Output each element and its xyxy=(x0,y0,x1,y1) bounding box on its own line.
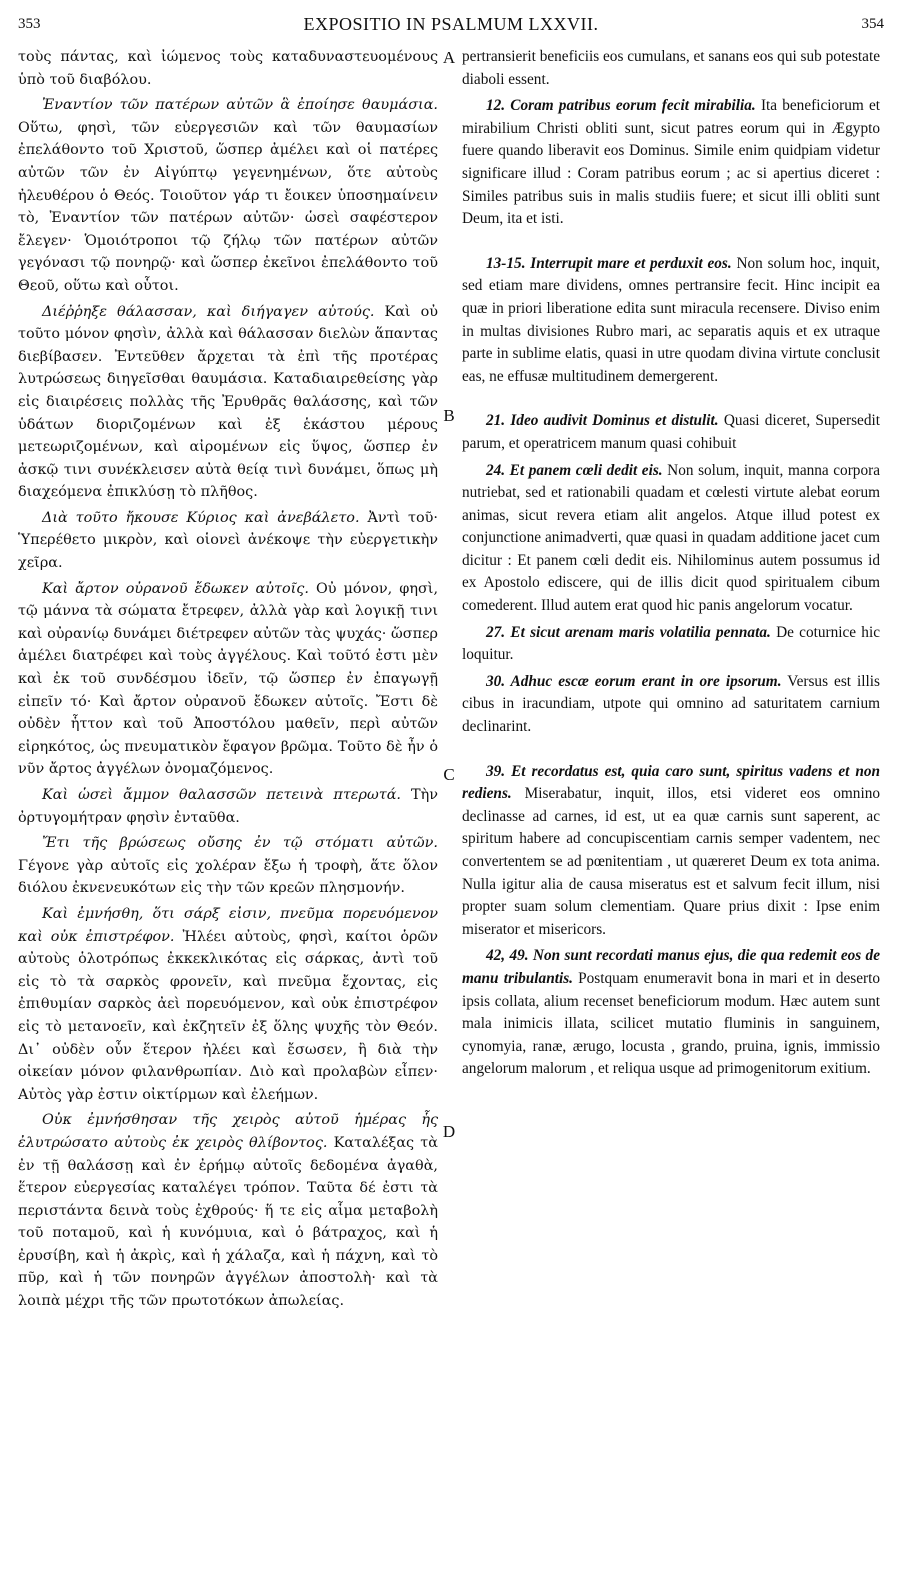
latin-paragraph: 39. Et recordatus est, quia caro sunt, spiritus vadens et non rediens. Miserabatur, inquit, illos, etsi videret eos omnino declinasse ad carnes, id est, ut ea quæ carnis sunt saperent, ac spiritum habere ad concupiscentiam carnis semper vadentem, nec convertentem se ad pœnitentiam , ut quæreret Deum ex tota anima. Nulla igitur alia de causa miseratus est et salvum fecit illum, nisi propter suam solum clementiam. Quare prius dixit : Ipse enim miserator et misericors. xyxy=(462,762,880,938)
latin-paragraph: 24. Et panem cœli dedit eis. Non solum, inquit, manna corpora nutriebat, sed et rationabili quadam et cœlesti virtute alebat eorum animas, sicut revera etiam alit angelos. Atque illud potest ex conjunctione animadverti, quæ quasi in quadam additione jacet cum dicitur : Et panem cœli dedit eis. Nihilominus autem possumus id ex Apostolo ediscere, qui de illis dicit quod spiritualem cibum comederent. Illud autem erat quod hic panis angelorum vocatur. xyxy=(462,461,880,615)
greek-paragraph: Καὶ ἄρτον οὐρανοῦ ἔδωκεν αὐτοῖς. Οὐ μόνον, φησὶ, τῷ μάννα τὰ σώματα ἔτρεφεν, ἀλλὰ γὰρ καὶ λογικῇ τινι καὶ οὐρανίῳ δυνάμει διέτρεφεν αὐτῶν τὰς ψυχάς· ὥσπερ ἀμέλει διατρέφει καὶ τοὺς ἀγγέλους. Καὶ τοῦτό ἐστι μὲν καὶ ἐκ τοῦ συνδέσμου ἰδεῖν, τῷ ὥσπερ ἐν ἐπαγωγῇ εἰπεῖν τό· Καὶ ἄρτον οὐρανοῦ ἔδωκεν αὐτοῖς. Ἔστι δὲ οὐδὲν ἧττον καὶ τοῦ Ἀποστόλου μαθεῖν, περὶ αὐτῶν εἰρηκότος, ὡς πνευματικὸν ἔφαγον βρῶμα. Τοῦτο δὲ ἦν ὁ νῦν ἄρτος ἀγγέλων ὀνομαζόμενος. xyxy=(18,580,439,778)
latin-paragraph: 30. Adhuc escæ eorum erant in ore ipsorum. Versus est illis cibus in iracundiam, utpote qui omnino ad saturitatem carnium declinarint. xyxy=(462,672,880,736)
lemma: 12. Coram patribus eorum fecit mirabilia. xyxy=(486,97,756,115)
greek-paragraph: τοὺς πάντας, καὶ ἰώμενος τοὺς καταδυναστευομένους ὑπὸ τοῦ διαβόλου. xyxy=(18,49,438,88)
margin-marker-c: C xyxy=(443,765,455,784)
lemma: Διὰ τοῦτο ἤκουσε Κύριος καὶ ἀνεβάλετο. xyxy=(42,509,360,526)
lemma: Ἐναντίον τῶν πατέρων αὐτῶν ἃ ἐποίησε θαυμάσια. xyxy=(42,97,438,114)
page-number-right: 354 xyxy=(861,16,884,32)
lemma: 27. Et sicut arenam maris volatilia pennata. xyxy=(486,623,771,641)
page-number-left: 353 xyxy=(18,16,41,32)
margin-marker-b: B xyxy=(443,406,455,425)
greek-paragraph: Διέῤῥηξε θάλασσαν, καὶ διήγαγεν αὐτούς. Καὶ οὐ τοῦτο μόνον φησὶν, ἀλλὰ καὶ θάλασσαν διελὼν ἅπαντας διεβίβασεν. Ἐντεῦθεν ἄρχεται τὰ ἐπὶ τῆς προτέρας λυτρώσεως διηγεῖσθαι θαυμάσια. Καταδιαιρεθείσης γὰρ εἰς διαιρέσεις πολλὰς τῆς Ἐρυθρᾶς θαλάσσης, καὶ τῶν ὑδάτων διοριζομένων καὶ ἐξ ἑκάστου μέρους μετεωριζομένων, καὶ αἰρομένων εἰς ὕψος, ὥσπερ ἐν ἀσκῷ τινι συνέκλεισεν αὐτὰ θείᾳ τινὶ δυνάμει, ὅπως μὴ διαχεόμενα ἐπικλύσῃ τὸ πλῆθος. xyxy=(18,303,438,501)
lemma: Οὐκ ἐμνήσθησαν τῆς χειρὸς αὐτοῦ ἡμέρας ἧς ἐλυτρώσατο αὐτοὺς ἐκ χειρὸς θλίβοντος. xyxy=(18,1112,438,1151)
lemma: Διέῤῥηξε θάλασσαν, καὶ διήγαγεν αὐτούς. xyxy=(42,303,375,320)
lemma: Καὶ ἄρτον οὐρανοῦ ἔδωκεν αὐτοῖς. xyxy=(42,580,309,597)
lemma: 30. Adhuc escæ eorum erant in ore ipsorum. xyxy=(486,672,782,690)
greek-paragraph: Διὰ τοῦτο ἤκουσε Κύριος καὶ ἀνεβάλετο. Ἀντὶ τοῦ· Ὑπερέθετο μικρὸν, καὶ οἱονεὶ ἀνέκοψε τὴν εὐεργετικὴν χεῖρα. xyxy=(18,509,439,572)
greek-paragraph: Καὶ ἐμνήσθη, ὅτι σάρξ εἰσιν, πνεῦμα πορευόμενον καὶ οὐκ ἐπιστρέφον. Ἠλέει αὐτοὺς, φησὶ, καίτοι ὁρῶν αὐτοὺς ὁλοτρόπως ἐκκεκλικότας εἰς σάρκας, ἀντὶ τοῦ εἰς τὸ τὰ σαρκὸς φρονεῖν, καὶ πνεῦμα ἔχοντας, εἰς ἐπιθυμίαν σαρκὸς ἀεὶ πορευόμενον, καὶ οὐκ ἐπιστρέφον εἰς τὸ μετανοεῖν, καὶ ἐκζητεῖν ἐξ ὅλης ψυχῆς τὸν Θεόν. Δι᾽ οὐδὲν οὖν ἕτερον ἠλέει καὶ ἔσωσεν, ἢ διὰ τὴν οἰκείαν μόνον φιλανθρωπίαν. Διὸ καὶ προλαβὼν εἶπεν· Αὐτὸς γὰρ ἐστιν οἰκτίρμων καὶ ἐλεήμων. xyxy=(18,905,438,1103)
margin-marker-a: A xyxy=(442,48,456,67)
lemma: 21. Ideo audivit Dominus et distulit. xyxy=(486,412,719,430)
lemma: 39. Et recordatus est, quia caro sunt, spiritus vadens et non rediens. xyxy=(462,762,880,803)
latin-paragraph: 27. Et sicut arenam maris volatilia pennata. De coturnice hic loquitur. xyxy=(462,623,880,664)
latin-column xyxy=(462,46,880,1085)
greek-paragraph: Καὶ ὡσεὶ ἄμμον θαλασσῶν πετεινὰ πτερωτά. Τὴν ὀρτυγομήτραν φησὶν ἐνταῦθα. xyxy=(18,787,438,826)
lemma: Καὶ ὡσεὶ ἄμμον θαλασσῶν πετεινὰ πτερωτά. xyxy=(42,787,401,803)
lemma: 24. Et panem cœli dedit eis. xyxy=(486,461,663,479)
page-header xyxy=(18,8,884,38)
latin-paragraph: 12. Coram patribus eorum fecit mirabilia. Ita beneficiorum et mirabilium Christi obliti sunt, sicut patres eorum qui in Ægypto fuere quando liberavit eos Dominus. Simile enim quidpiam videtur significare illud : Coram patribus eorum ; ac si apertius diceret : Similes patribus suis in malis studiis fuere; et sicut illi obliti sunt Deum, ita et isti. xyxy=(462,97,880,228)
greek-paragraph: Ἔτι τῆς βρώσεως οὔσης ἐν τῷ στόματι αὐτῶν. Γέγονε γὰρ αὐτοῖς εἰς χολέραν ἔξω ἡ τροφὴ, ἅτε ὅλον διόλου ἐκνενευκότων εἰς τὴν τῶν κρεῶν πλησμονήν. xyxy=(18,835,438,897)
running-title: EXPOSITIO IN PSALMUM LXXVII. xyxy=(303,14,599,34)
margin-marker-d: D xyxy=(442,1122,456,1141)
latin-paragraph: 13-15. Interrupit mare et perduxit eos. Non solum hoc, inquit, sed etiam mare dividens, omnes pertransire fecit. Hinc incipit ea quæ in priori liberatione edita sunt miracula recensere. Diviso enim in multas divisiones Rubro mari, ac separatis aquis et ex utraque parte in sublime elatis, quasi in utre quodam divina virtute conclusit eas, ne effusæ multitudinem demergerent. xyxy=(462,254,880,385)
lemma: 13-15. Interrupit mare et perduxit eos. xyxy=(486,254,732,272)
lemma: Ἔτι τῆς βρώσεως οὔσης ἐν τῷ στόματι αὐτῶν. xyxy=(42,835,438,852)
latin-paragraph: pertransierit beneficiis eos cumulans, et sanans eos qui sub potestate diaboli essent. xyxy=(462,48,880,88)
latin-paragraph: 21. Ideo audivit Dominus et distulit. Quasi diceret, Supersedit parum, et operatricem manum quasi cohibuit xyxy=(462,412,880,452)
greek-paragraph: Οὐκ ἐμνήσθησαν τῆς χειρὸς αὐτοῦ ἡμέρας ἧς ἐλυτρώσατο αὐτοὺς ἐκ χειρὸς θλίβοντος. Καταλέξας τὰ ἐν τῇ θαλάσσῃ καὶ ἐν ἐρήμῳ αὐτοῖς δεδομένα ἀγαθὰ, ἕτερον εὐεργεσίας καταλέγει τρόπον. Ταῦτα δέ ἐστι τὰ περιστάντα δεινὰ τοὺς ἐχθρούς· ἥ τε εἰς αἷμα μεταβολὴ τοῦ ποταμοῦ, καὶ ἡ κυνόμυια, καὶ ὁ βάτραχος, καὶ ἡ ἐρυσίβη, καὶ ἡ ἀκρὶς, καὶ ἡ χάλαζα, καὶ ἡ πάχνη, καὶ τὸ πῦρ, καὶ ἡ τῶν πονηρῶν ἀγγέλων ἀποστολὴ· καὶ τὰ λοιπὰ μέχρι τῆς τῶν πρωτοτόκων ἀπωλείας. xyxy=(18,1112,438,1310)
latin-paragraph: 42, 49. Non sunt recordati manus ejus, die qua redemit eos de manu tribulantis. Postquam enumeravit bona in mari et in deserto ipsis collata, alium recenset beneficiorum modum. Hæc autem sunt mala inimicis illata, scilicet mutatio fluminis in sanguinem, cynomyia, ranæ, ærugo, locusta , grando, pruina, ignis, immissio angelorum malorum , et reliqua usque ad primogenitorum exitium. xyxy=(462,947,880,1078)
lemma: 42, 49. Non sunt recordati manus ejus, die qua redemit eos de manu tribulantis. xyxy=(462,947,880,987)
greek-column xyxy=(18,46,438,1316)
greek-paragraph: Ἐναντίον τῶν πατέρων αὐτῶν ἃ ἐποίησε θαυμάσια. Οὕτω, φησὶ, τῶν εὐεργεσιῶν καὶ τῶν θαυμασίων ἐπελάθοντο τοῦ Χριστοῦ, ὥσπερ ἀμέλει καὶ οἱ πατέρες αὐτῶν τῶν ἐν Αἰγύπτῳ γεγενημένων, ὅτε αὐτοὺς ἠλευθέρου ὁ Θεός. Τοιοῦτον γάρ τι ἔοικεν ὑποσημαίνειν τὸ, Ἐναντίον τῶν πατέρων αὐτῶν· ὡσεὶ σαφέστερον ἔλεγεν· Ὁμοιότροποι τῷ ζήλῳ τῶν πατέρων αὐτῶν γεγόνασι τῷ πονηρῷ· καὶ ὥσπερ ἐκεῖνοι ἐπελάθοντο τοῦ Θεοῦ, οὕτω καὶ οὗτοι. xyxy=(18,97,438,294)
lemma: Καὶ ἐμνήσθη, ὅτι σάρξ εἰσιν, πνεῦμα πορευόμενον καὶ οὐκ ἐπιστρέφον. xyxy=(18,905,438,945)
